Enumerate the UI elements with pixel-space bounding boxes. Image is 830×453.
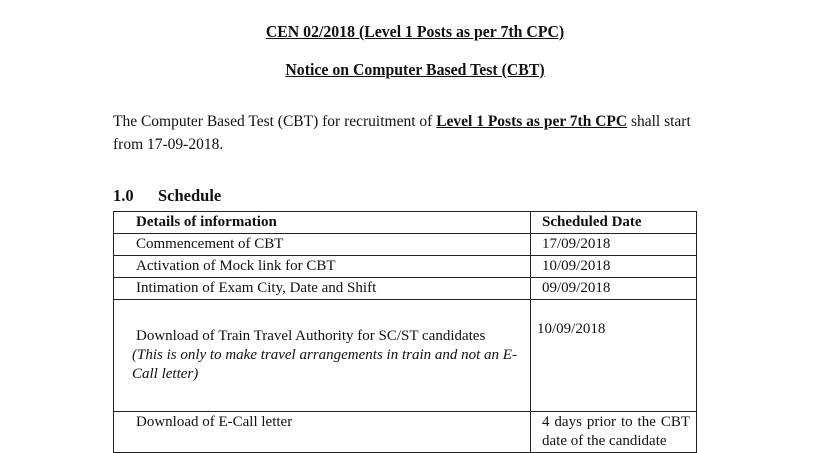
intro-text-suffix: shall start from 17-09-2018. xyxy=(113,113,691,153)
row-date: 17/09/2018 xyxy=(531,234,697,256)
section-title: Schedule xyxy=(158,186,222,205)
row-detail: Commencement of CBT xyxy=(114,234,531,256)
row-date: 10/09/2018 xyxy=(531,300,697,412)
row-detail: Intimation of Exam City, Date and Shift xyxy=(114,278,531,300)
table-header-row xyxy=(114,212,697,234)
table-row xyxy=(114,278,697,300)
row-date: 09/09/2018 xyxy=(531,278,697,300)
notice-title: CEN 02/2018 (Level 1 Posts as per 7th CPC) xyxy=(265,22,565,41)
section-heading xyxy=(113,186,221,206)
row-detail: Activation of Mock link for CBT xyxy=(114,256,531,278)
section-number: 1.0 xyxy=(113,186,134,205)
row-detail: Download of Train Travel Authority for SC/ST candidates xyxy=(136,328,486,344)
intro-paragraph xyxy=(113,110,723,156)
intro-highlight: Level 1 Posts as per 7th CPC xyxy=(436,113,628,130)
notice-subtitle: Notice on Computer Based Test (CBT) xyxy=(285,60,545,79)
intro-text-prefix: The Computer Based Test (CBT) for recruitment of xyxy=(113,113,437,130)
schedule-table xyxy=(113,211,697,453)
row-date: 4 days prior to the CBT date of the candidate xyxy=(531,412,697,453)
table-row xyxy=(114,256,697,278)
table-row xyxy=(114,234,697,256)
row-note: (This is only to make travel arrangements in train and not an E-Call letter) xyxy=(132,347,517,382)
column-header-details: Details of information xyxy=(114,212,531,234)
table-row xyxy=(114,412,697,453)
row-detail-cell xyxy=(114,300,531,412)
row-detail: Download of E-Call letter xyxy=(114,412,531,453)
row-date: 10/09/2018 xyxy=(531,256,697,278)
table-row xyxy=(114,300,697,412)
column-header-date: Scheduled Date xyxy=(531,212,697,234)
